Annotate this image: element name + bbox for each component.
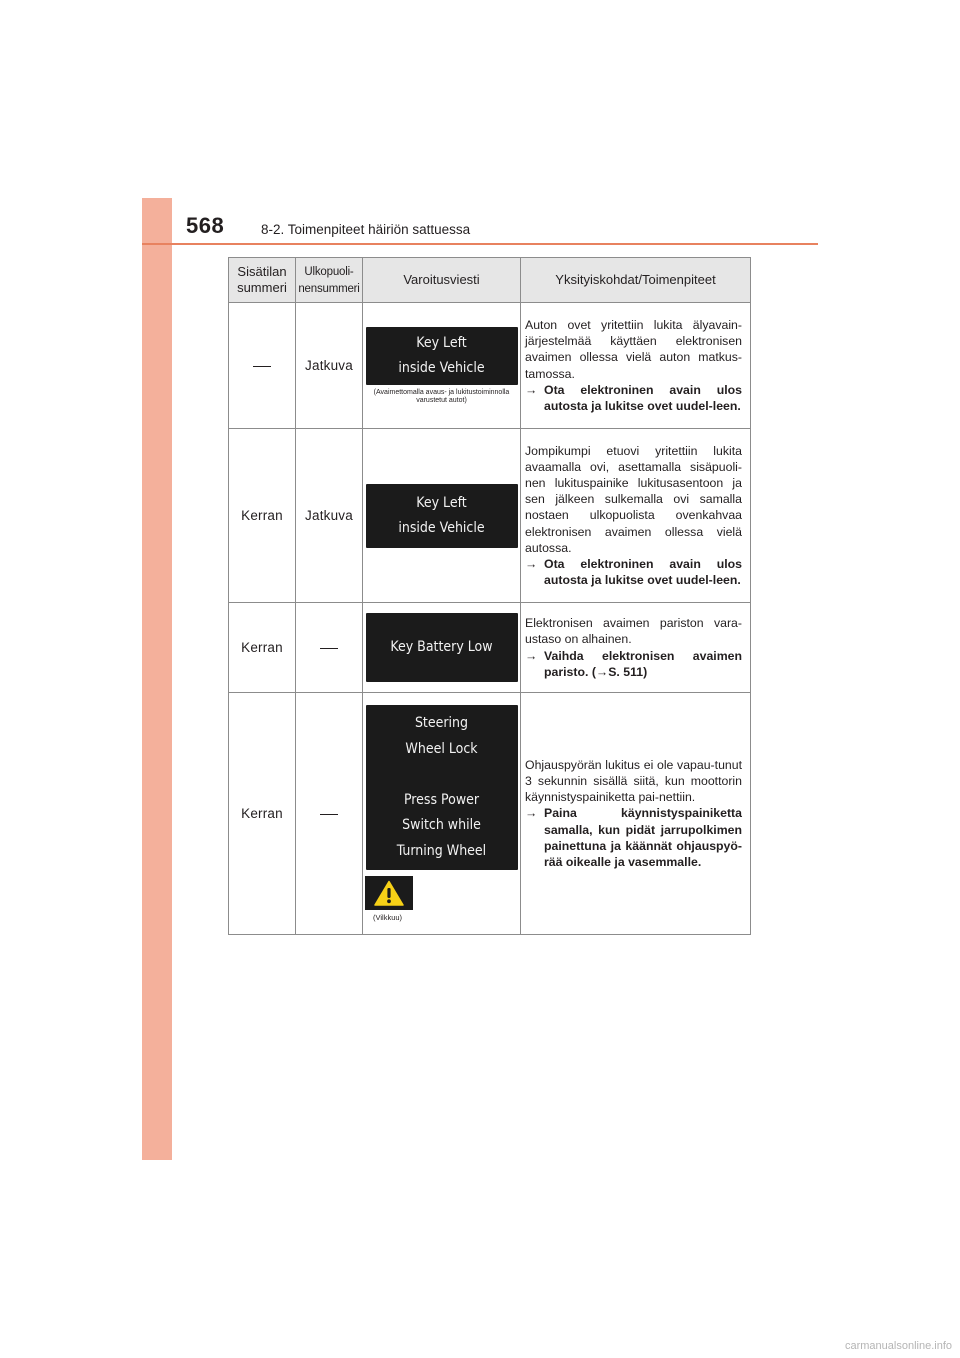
arrow-icon: → [525,382,538,397]
arrow-icon: → [525,648,538,663]
interior-buzzer-cell [229,303,296,429]
display-line: inside Vehicle [398,359,485,376]
col-warning-message: Varoitusviesti [363,258,521,303]
display-caption: (Avaimettomalla avaus- ja lukitustoiminnolla varustetut autot) [373,388,510,404]
display-line: inside Vehicle [398,519,485,536]
section-title: 8-2. Toimenpiteet häiriön sattuessa [261,222,471,237]
display-line: Switch while [402,817,481,833]
table-row [229,303,751,429]
warning-indicator-group [363,876,520,922]
warning-display [366,484,518,548]
arrow-icon: → [525,806,538,821]
warning-indicator [365,876,413,910]
message-cell [363,429,521,603]
header-rule [142,243,818,245]
dash-mark [320,814,338,815]
detail-text: Ohjauspyörän lukitus ei ole vapau-tunut 3 sekunnin sisällä siitä, kun moottorin käynnistyspainiketta pai-nettiin. [525,757,742,805]
arrow-icon: → [525,557,538,571]
exterior-buzzer-cell [296,603,363,693]
display-line: Key Left [416,334,467,351]
message-cell [363,603,521,693]
detail-text: Auton ovet yritettiin lukita älyavain-järjestelmää käyttäen elektronisen avaimen ollessa vielä auton matkus-tamossa. [525,317,742,381]
action-label: Vaihda elektronisen avaimen paristo. (→S. 511) [544,648,742,679]
interior-buzzer-cell: Kerran [229,429,296,603]
blink-caption: (Vilkkuu) [373,913,403,922]
details-cell [521,303,751,429]
table-row [229,693,751,935]
details-cell [521,693,751,935]
interior-buzzer-cell: Kerran [229,693,296,935]
action-label: Ota elektroninen avain ulos autosta ja lukitse ovet uudel-leen. [544,557,742,588]
side-band [142,198,172,1160]
display-line: Turning Wheel [396,842,487,859]
warning-display [366,705,518,870]
warning-table [228,257,751,935]
display-line: Key Left [416,494,467,511]
message-cell [363,693,521,935]
table-row [229,603,751,693]
display-line: Steering [414,715,469,731]
dash-mark [253,366,271,367]
watermark: carmanualsonline.info [844,1340,952,1352]
warning-display [366,613,518,682]
exterior-buzzer-cell: Jatkuva [296,303,363,429]
col-interior-buzzer: Sisätilan summeri [229,258,296,303]
details-cell [521,429,751,603]
warning-display [366,327,518,385]
display-line: Key Battery Low [390,639,493,655]
action-label: Ota elektroninen avain ulos autosta ja lukitse ovet uudel-leen. [544,382,742,413]
action-text [525,556,742,588]
action-text [525,805,742,870]
action-text [525,382,742,414]
warning-triangle-icon [374,880,404,906]
table-header-row [229,258,751,303]
display-line: Press Power [403,791,480,808]
exterior-buzzer-cell [296,693,363,935]
col-exterior-buzzer: Ulkopuoli- nensummeri [296,258,363,303]
col-details: Yksityiskohdat/Toimenpiteet [521,258,751,303]
details-cell [521,603,751,693]
message-cell [363,303,521,429]
page-number: 568 [186,213,225,238]
interior-buzzer-cell: Kerran [229,603,296,693]
action-text [525,648,742,680]
table-row [229,429,751,603]
detail-text: Jompikumpi etuovi yritettiin lukita avaamalla ovi, asettamalla sisäpuoli-nen lukituspainike lukitusasentoon ja sen jälkeen sulkemalla ovi samalla nostaen ulkopuolista ovenkahvaa elektronisen avaimen ollessa vielä autossa. [525,443,742,555]
display-line: Wheel Lock [405,740,478,757]
detail-text: Elektronisen avaimen pariston vara-ustaso on alhainen. [525,616,742,647]
action-label: Paina käynnistyspainiketta samalla, kun pidät jarrupolkimen painettuna ja käännät ohjauspyö-rää oikealle ja vasemmalle. [544,806,742,869]
display-line [366,762,518,788]
exterior-buzzer-cell: Jatkuva [296,429,363,603]
dash-mark [320,648,338,649]
